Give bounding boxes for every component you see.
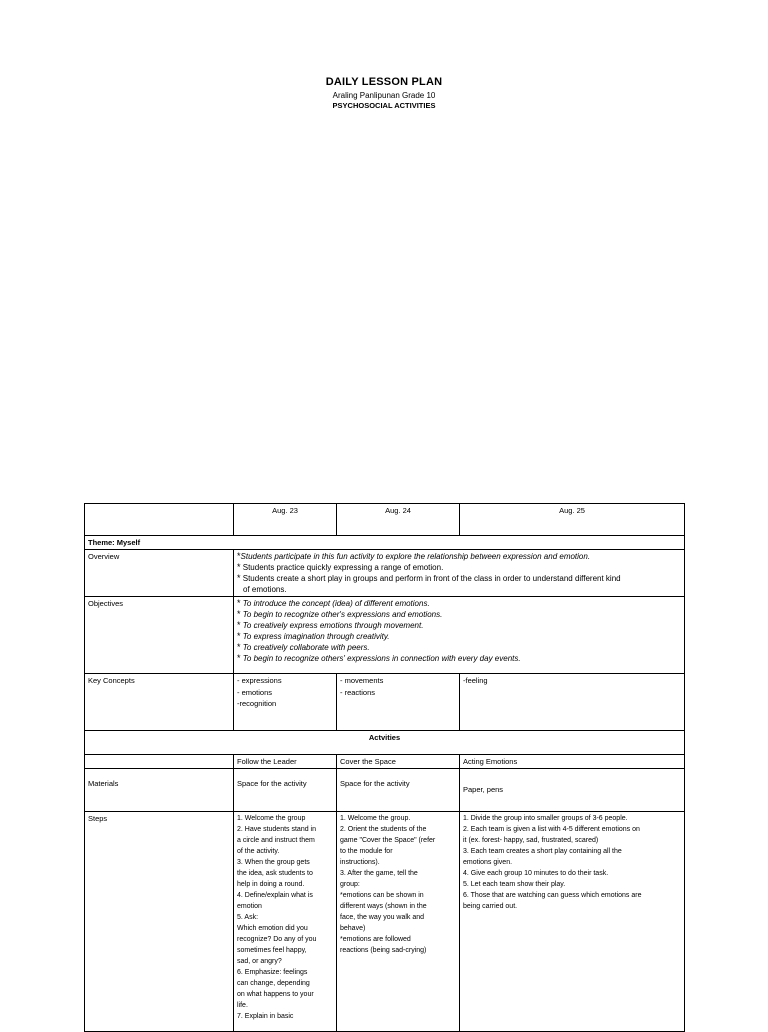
step-line: on what happens to your	[237, 991, 314, 998]
bullet-star-icon: *	[237, 573, 241, 583]
materials-col-1: Space for the activity	[234, 769, 337, 812]
key-concept-item: -feeling	[463, 676, 488, 685]
step-line: Which emotion did you	[237, 925, 308, 932]
bullet-star-icon: *	[237, 551, 241, 561]
activity-name-2: Cover the Space	[337, 755, 460, 769]
objectives-row	[85, 597, 685, 674]
activities-header-row	[85, 731, 685, 755]
overview-line: * Students practice quickly expressing a range of emotion.	[237, 562, 444, 572]
step-line: help in doing a round.	[237, 881, 305, 888]
step-line: 5. Let each team show their play.	[463, 881, 566, 888]
step-line: can change, depending	[237, 980, 310, 987]
objective-line: * To introduce the concept (idea) of different emotions.	[237, 598, 430, 608]
key-concept-item: - expressions	[237, 676, 282, 685]
overview-line: *Students participate in this fun activity to explore the relationship between expression and emotion.	[237, 551, 591, 561]
bullet-star-icon: *	[237, 631, 241, 641]
overview-line: * Students create a short play in groups and perform in front of the class in order to understand different kind	[237, 573, 621, 583]
step-line: group:	[340, 881, 360, 888]
step-line: to the module for	[340, 848, 393, 855]
step-line: instructions).	[340, 859, 380, 866]
steps-col-1	[234, 812, 337, 1032]
steps-col-3	[460, 812, 685, 1032]
step-line: life.	[237, 1002, 248, 1009]
overview-label: Overview	[85, 550, 234, 597]
document-header	[0, 76, 768, 110]
steps-label: Steps	[85, 812, 234, 1032]
key-concepts-col-2	[337, 674, 460, 731]
steps-row	[85, 812, 685, 1032]
step-line: 1. Divide the group into smaller groups of 3-6 people.	[463, 815, 628, 822]
step-line: game "Cover the Space" (refer	[340, 837, 436, 844]
step-line: 6. Emphasize: feelings	[237, 969, 308, 976]
activities-heading: Actvities	[85, 731, 685, 755]
theme-row	[85, 536, 685, 550]
bullet-star-icon: *	[237, 653, 241, 663]
objectives-content	[234, 597, 685, 674]
step-line: 5. Ask:	[237, 914, 259, 921]
key-concepts-col-3	[460, 674, 685, 731]
objective-line: * To express imagination through creativity.	[237, 631, 390, 641]
step-line: 6. Those that are watching can guess which emotions are	[463, 892, 642, 899]
key-concepts-col-1	[234, 674, 337, 731]
activity-name-3: Acting Emotions	[460, 755, 685, 769]
step-line: 3. Each team creates a short play containing all the	[463, 848, 622, 855]
key-concepts-row	[85, 674, 685, 731]
key-concept-item: - movements	[340, 676, 384, 685]
activity-names-row	[85, 755, 685, 769]
date-aug-24: Aug. 24	[337, 504, 460, 536]
step-line: *emotions can be shown in	[340, 892, 424, 899]
bullet-star-icon: *	[237, 620, 241, 630]
step-line: sad, or angry?	[237, 958, 282, 965]
corner-cell	[85, 504, 234, 536]
key-concepts-label: Key Concepts	[85, 674, 234, 731]
step-line: of the activity.	[237, 848, 280, 855]
step-line: it (ex. forest- happy, sad, frustrated, scared)	[463, 837, 599, 844]
date-row	[85, 504, 685, 536]
step-line: sometimes feel happy,	[237, 947, 307, 954]
step-line: *emotions are followed	[340, 936, 411, 943]
date-aug-23: Aug. 23	[234, 504, 337, 536]
bullet-star-icon: *	[237, 562, 241, 572]
step-line: 3. After the game, tell the	[340, 870, 418, 877]
step-line: different ways (shown in the	[340, 903, 427, 910]
key-concept-item: -recognition	[237, 699, 277, 708]
bullet-star-icon: *	[237, 598, 241, 608]
step-line: emotion	[237, 903, 262, 910]
step-line: emotions given.	[463, 859, 513, 866]
step-line: being carried out.	[463, 903, 518, 910]
step-line: 4. Define/explain what is	[237, 892, 313, 899]
step-line: behave)	[340, 925, 366, 932]
key-concept-item: - emotions	[237, 687, 273, 697]
step-line: face, the way you walk and	[340, 914, 425, 921]
step-line: 1. Welcome the group.	[340, 815, 411, 822]
step-line: 3. When the group gets	[237, 859, 310, 866]
key-concept-item: - reactions	[340, 687, 376, 697]
materials-col-3: Paper, pens	[460, 769, 685, 812]
step-line: reactions (being sad-crying)	[340, 947, 427, 954]
date-aug-25: Aug. 25	[460, 504, 685, 536]
step-line: recognize? Do any of you	[237, 936, 317, 943]
objective-line: * To creatively collaborate with peers.	[237, 642, 370, 652]
objectives-label: Objectives	[85, 597, 234, 674]
bullet-star-icon: *	[237, 609, 241, 619]
materials-label: Materials	[85, 769, 234, 812]
step-line: 2. Each team is given a list with 4-5 different emotions on	[463, 826, 640, 833]
step-line: 2. Orient the students of the	[340, 826, 427, 833]
document-title: DAILY LESSON PLAN	[325, 76, 443, 88]
objective-line: * To begin to recognize other's expressions and emotions.	[237, 609, 443, 619]
objective-line: * To begin to recognize others' expressions in connection with every day events.	[237, 653, 521, 663]
theme-label: Theme: Myself	[85, 536, 685, 550]
steps-col-2	[337, 812, 460, 1032]
step-line: 7. Explain in basic	[237, 1013, 294, 1020]
document-subtitle-2: PSYCHOSOCIAL ACTIVITIES	[332, 101, 436, 110]
materials-col-2: Space for the activity	[337, 769, 460, 812]
overview-content	[234, 550, 685, 597]
activity-names-blank	[85, 755, 234, 769]
bullet-star-icon: *	[237, 642, 241, 652]
lesson-plan-table	[84, 503, 685, 1032]
document-subtitle: Araling Panlipunan Grade 10	[332, 91, 436, 100]
step-line: 2. Have students stand in	[237, 826, 316, 833]
overview-line: of emotions.	[243, 585, 287, 594]
activity-name-1: Follow the Leader	[234, 755, 337, 769]
objective-line: * To creatively express emotions through movement.	[237, 620, 424, 630]
step-line: 4. Give each group 10 minutes to do their task.	[463, 870, 609, 877]
step-line: a circle and instruct them	[237, 837, 315, 844]
overview-row	[85, 550, 685, 597]
step-line: 1. Welcome the group	[237, 815, 306, 822]
materials-row	[85, 769, 685, 812]
step-line: the idea, ask students to	[237, 870, 313, 877]
